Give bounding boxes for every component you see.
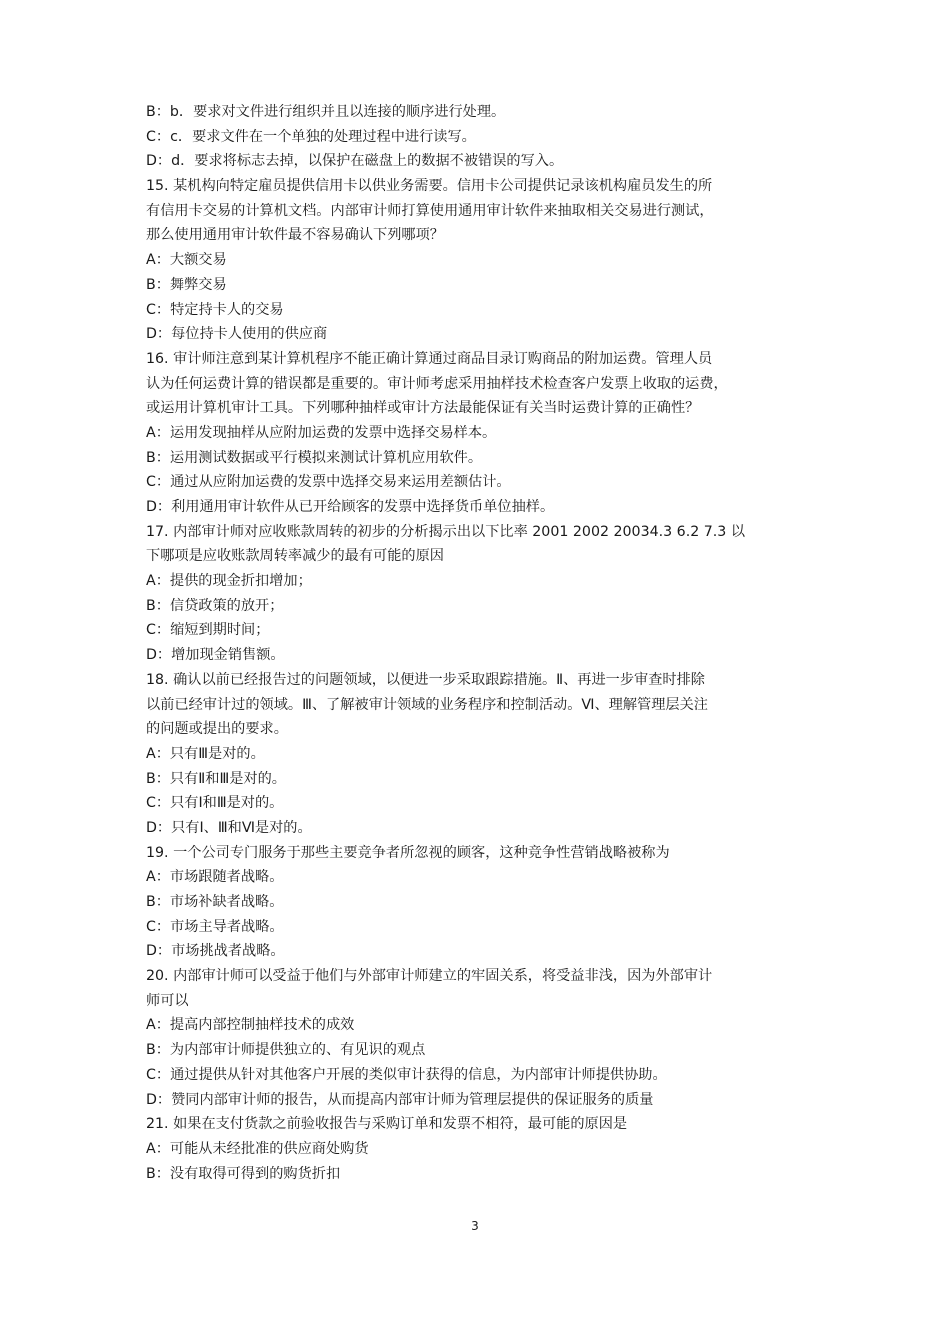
question-15-text: 有信用卡交易的计算机文档。内部审计师打算使用通用审计软件来抽取相关交易进行测试， bbox=[146, 202, 714, 219]
option-line: B：只有Ⅱ和Ⅲ是对的。 bbox=[146, 770, 286, 787]
option-line: A：只有Ⅲ是对的。 bbox=[146, 745, 265, 762]
question-17-text: 下哪项是应收账款周转率减少的最有可能的原因 bbox=[146, 548, 444, 565]
text-line: C：c．要求文件在一个单独的处理过程中进行读写。 bbox=[146, 128, 476, 145]
option-line: D：市场挑战者战略。 bbox=[146, 943, 285, 960]
question-18-text: 以前已经审计过的领域。Ⅲ、了解被审计领域的业务程序和控制活动。Ⅵ、理解管理层关注 bbox=[146, 696, 708, 713]
question-16-text: 或运用计算机审计工具。下列哪种抽样或审计方法最能保证有关当时运费计算的正确性？ bbox=[146, 400, 700, 417]
option-line: C：缩短到期时间； bbox=[146, 622, 270, 639]
question-18-text: 的问题或提出的要求。 bbox=[146, 721, 288, 738]
question-17-text: 17. 内部审计师对应收账款周转的初步的分析揭示出以下比率 2001 2002 20034.3 6.2 7.3 以 bbox=[146, 523, 746, 540]
option-line: A：大额交易 bbox=[146, 252, 227, 269]
option-line: B：信贷政策的放开； bbox=[146, 597, 284, 614]
option-line: B：运用测试数据或平行模拟来测试计算机应用软件。 bbox=[146, 449, 483, 466]
option-line: D：每位持卡人使用的供应商 bbox=[146, 326, 328, 343]
question-20-text: 20. 内部审计师可以受益于他们与外部审计师建立的牢固关系，将受益非浅，因为外部审计 bbox=[146, 968, 713, 985]
option-line: C：市场主导者战略。 bbox=[146, 918, 284, 935]
option-line: D：只有Ⅰ、Ⅲ和Ⅵ是对的。 bbox=[146, 819, 312, 836]
page-number: 3 bbox=[471, 1219, 479, 1233]
option-line: D：增加现金销售额。 bbox=[146, 647, 285, 664]
question-20-text: 师可以 bbox=[146, 992, 189, 1009]
question-18-text: 18. 确认以前已经报告过的问题领域，以便进一步采取跟踪措施。Ⅱ、再进一步审查时排除 bbox=[146, 671, 705, 688]
question-21-text: 21. 如果在支付货款之前验收报告与采购订单和发票不相符，最可能的原因是 bbox=[146, 1116, 628, 1133]
option-line: A：运用发现抽样从应附加运费的发票中选择交易样本。 bbox=[146, 424, 497, 441]
option-line: B：为内部审计师提供独立的、有见识的观点 bbox=[146, 1042, 426, 1059]
question-16-text: 16. 审计师注意到某计算机程序不能正确计算通过商品目录订购商品的附加运费。管理人员 bbox=[146, 350, 713, 367]
option-line: A：提供的现金折扣增加； bbox=[146, 573, 312, 590]
option-line: C：通过提供从针对其他客户开展的类似审计获得的信息，为内部审计师提供协助。 bbox=[146, 1066, 667, 1083]
option-line: D：赞同内部审计师的报告，从而提高内部审计师为管理层提供的保证服务的质量 bbox=[146, 1091, 654, 1108]
option-line: C：只有Ⅰ和Ⅲ是对的。 bbox=[146, 795, 284, 812]
text-line: B：b．要求对文件进行组织并且以连接的顺序进行处理。 bbox=[146, 104, 506, 120]
question-15-text: 那么使用通用审计软件最不容易确认下列哪项？ bbox=[146, 227, 444, 244]
document-body bbox=[146, 100, 816, 1186]
option-line: B：市场补缺者战略。 bbox=[146, 894, 284, 910]
option-line: D：利用通用审计软件从已开给顾客的发票中选择货币单位抽样。 bbox=[146, 499, 555, 515]
option-line: A：提高内部控制抽样技术的成效 bbox=[146, 1017, 355, 1034]
option-line: C：特定持卡人的交易 bbox=[146, 301, 284, 318]
option-line: A：可能从未经批准的供应商处购货 bbox=[146, 1140, 369, 1157]
question-16-text: 认为任何运费计算的错误都是重要的。审计师考虑采用抽样技术检查客户发票上收取的运费， bbox=[146, 375, 728, 392]
question-15-text: 15. 某机构向特定雇员提供信用卡以供业务需要。信用卡公司提供记录该机构雇员发生的所 bbox=[146, 178, 713, 195]
text-line: D：d．要求将标志去掉，以保护在磁盘上的数据不被错误的写入。 bbox=[146, 153, 564, 170]
option-line: A：市场跟随者战略。 bbox=[146, 869, 284, 886]
option-line: B：舞弊交易 bbox=[146, 276, 227, 293]
option-line: B：没有取得可得到的购货折扣 bbox=[146, 1165, 341, 1182]
option-line: C：通过从应附加运费的发票中选择交易来运用差额估计。 bbox=[146, 474, 511, 491]
question-19-text: 19. 一个公司专门服务于那些主要竞争者所忽视的顾客，这种竞争性营销战略被称为 bbox=[146, 844, 670, 861]
